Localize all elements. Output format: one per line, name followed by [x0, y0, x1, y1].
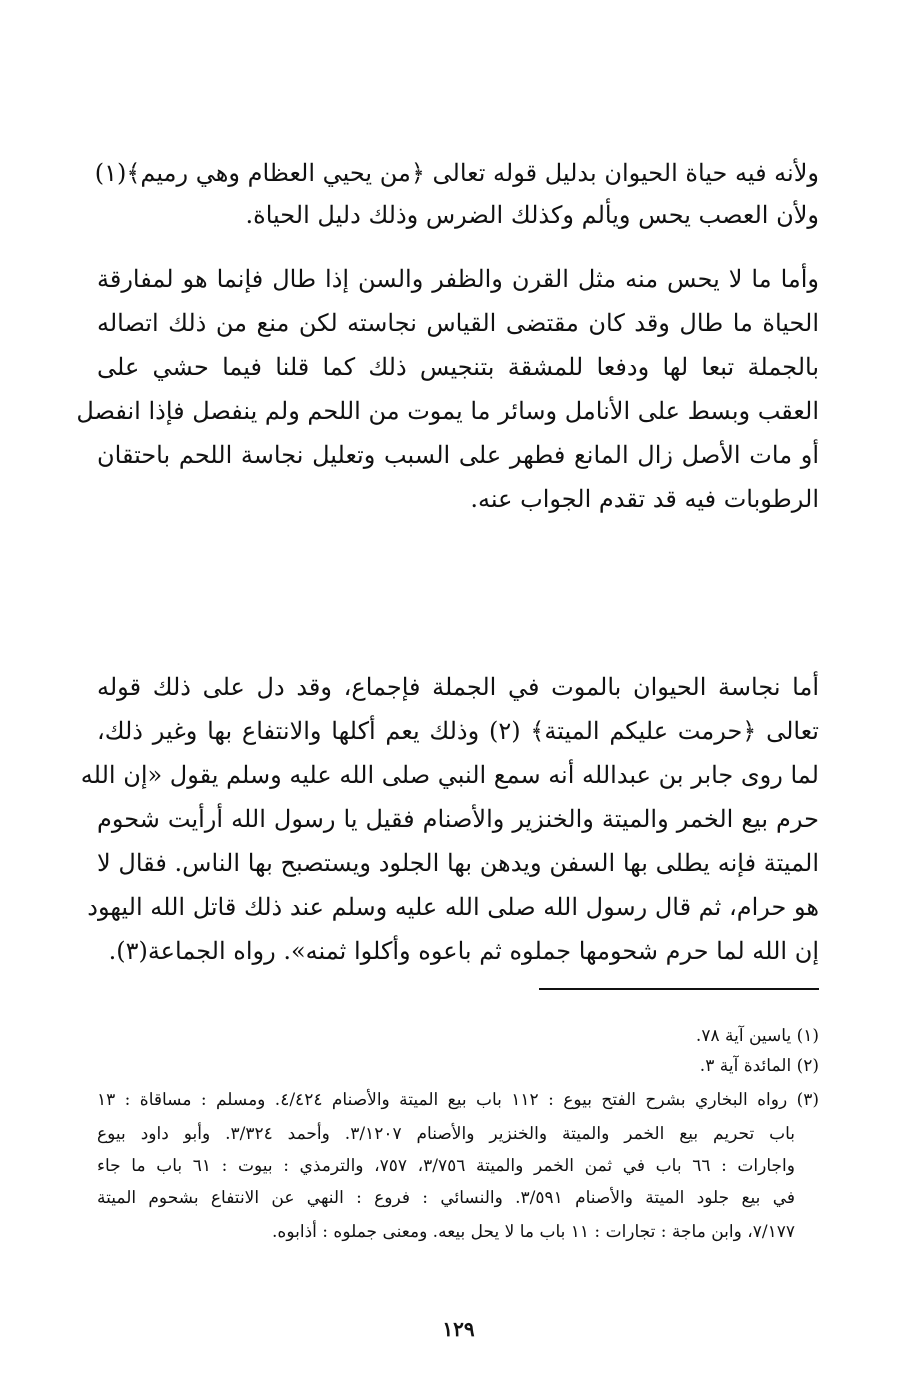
- para3-line-4: حرم بيع الخمر والميتة والخنزير والأصنام فقيل يا رسول الله أرأيت شحوم: [97, 805, 819, 833]
- para2-line-6: الرطوبات فيه قد تقدم الجواب عنه.: [470, 485, 819, 513]
- footnote-3-line-1: (٣) رواه البخاري بشرح الفتح بيوع : ١١٢ باب بيع الميتة والأصنام ٤/٤٢٤. ومسلم : مساقاة : ١٣: [97, 1090, 819, 1110]
- para2-line-1: وأما ما لا يحس منه مثل القرن والظفر والسن إذا طال فإنما هو لمفارقة: [97, 265, 819, 293]
- footnote-1: (١) ياسين آية ٧٨.: [695, 1026, 819, 1046]
- para2-line-3: بالجملة تبعا لها ودفعا للمشقة بتنجيس ذلك كما قلنا فيما حشي على: [97, 353, 819, 381]
- footnote-3-line-2: باب تحريم بيع الخمر والميتة والخنزير والأصنام ٣/١٢٠٧. وأحمد ٣/٣٢٤. وأبو داود بيوع: [97, 1124, 796, 1144]
- footnote-2: (٢) المائدة آية ٣.: [699, 1056, 819, 1076]
- para1-line-1: ولأنه فيه حياة الحيوان بدليل قوله تعالى ﴿من يحيي العظام وهي رميم﴾(١): [94, 159, 819, 187]
- page-number: ١٢٩: [442, 1317, 475, 1341]
- para3-line-2: تعالى ﴿حرمت عليكم الميتة﴾ (٢) وذلك يعم أكلها والانتفاع بها وغير ذلك،: [97, 717, 819, 745]
- para3-line-5: الميتة فإنه يطلى بها السفن ويدهن بها الجلود ويستصبح بها الناس. فقال لا: [97, 849, 819, 877]
- footnote-3-line-5: ٧/١٧٧، وابن ماجة : تجارات : ١١ باب ما لا يحل بيعه. ومعنى جملوه : أذابوه.: [272, 1222, 795, 1242]
- para3-line-6: هو حرام، ثم قال رسول الله صلى الله عليه وسلم عند ذلك قاتل الله اليهود: [87, 893, 819, 921]
- para1-line-2: ولأن العصب يحس ويألم وكذلك الضرس وذلك دليل الحياة.: [245, 201, 819, 229]
- para2-line-4: العقب وبسط على الأنامل وسائر ما يموت من اللحم ولم ينفصل فإذا انفصل: [76, 397, 819, 425]
- para3-line-7: إن الله لما حرم شحومها جملوه ثم باعوه وأكلوا ثمنه». رواه الجماعة(٣).: [108, 937, 819, 965]
- para3-line-3: لما روى جابر بن عبدالله أنه سمع النبي صلى الله عليه وسلم يقول «إن الله: [80, 761, 819, 789]
- para2-line-5: أو مات الأصل زال المانع فطهر على السبب وتعليل نجاسة اللحم باحتقان: [97, 441, 819, 469]
- footnote-3-line-4: في بيع جلود الميتة والأصنام ٣/٥٩١. والنسائي : فروع : النهي عن الانتفاع بشحوم الميتة: [97, 1188, 795, 1208]
- footnote-3-line-3: واجارات : ٦٦ باب في ثمن الخمر والميتة ٣/٧٥٦، ٧٥٧، والترمذي : بيوت : ٦١ باب ما جاء: [97, 1156, 795, 1176]
- footnote-separator: [539, 988, 819, 990]
- para2-line-2: الحياة ما طال وقد كان مقتضى القياس نجاسته لكن منع من ذلك اتصاله: [97, 309, 819, 337]
- para3-line-1: أما نجاسة الحيوان بالموت في الجملة فإجماع، وقد دل على ذلك قوله: [97, 673, 819, 701]
